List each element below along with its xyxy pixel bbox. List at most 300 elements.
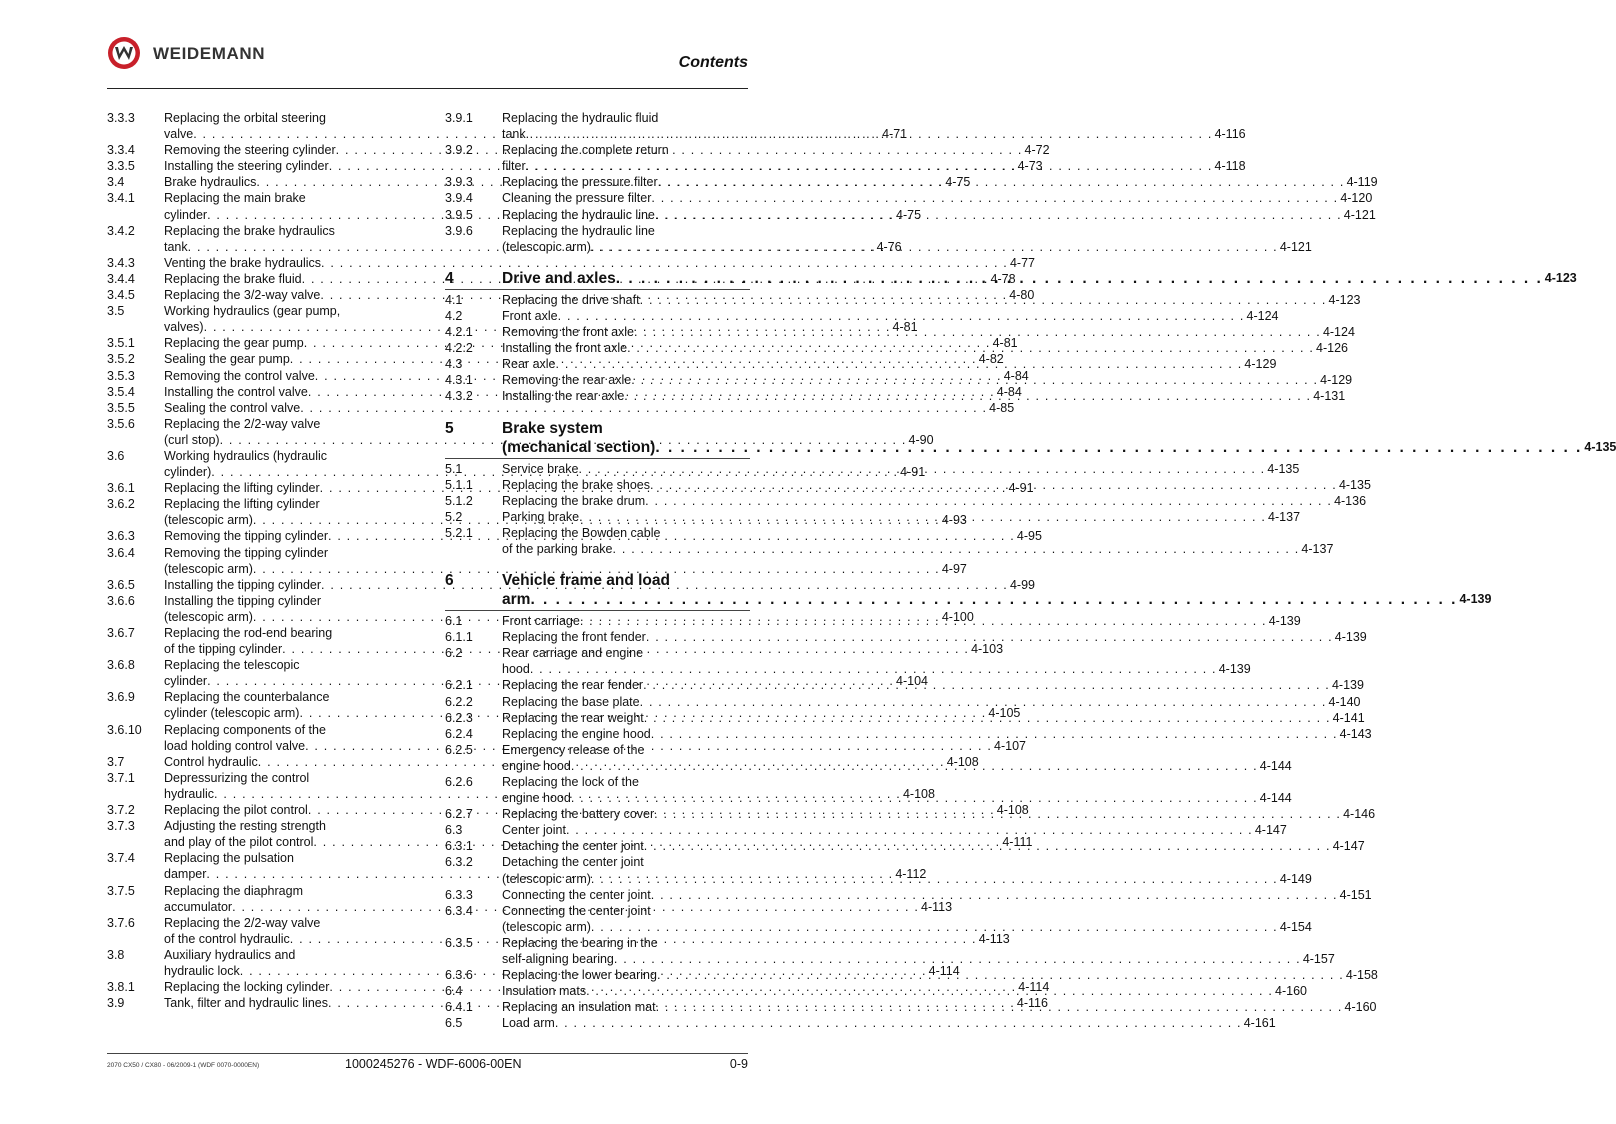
toc-entry-number: 6.1	[445, 614, 463, 629]
toc-entry-title-line: Working hydraulics (hydraulic	[164, 448, 328, 463]
toc-entry-page: 4-91	[900, 465, 926, 480]
toc-entry-title-line: Replacing the main brake	[164, 191, 306, 206]
toc-entry-title: cylinder	[164, 674, 208, 689]
toc-entry-leader-line	[502, 983, 1307, 999]
toc-entry-number: 4.2.1	[445, 325, 473, 340]
toc-entry-title: valves)	[164, 320, 204, 335]
toc-entry-page: 4-154	[1279, 919, 1312, 934]
toc-entry-title-line: Replacing the Bowden cable	[502, 525, 661, 540]
toc-entry-title: (mechanical section)	[502, 438, 656, 456]
toc-entry-title: Insulation mats	[502, 984, 587, 999]
toc-entry[interactable]	[445, 887, 1372, 903]
toc-entry-number: 3.7.6	[107, 915, 135, 930]
toc-entry-number: 3.9.5	[445, 207, 473, 222]
toc-entry-title: cylinder	[164, 207, 208, 222]
toc-entry-leader-line	[502, 661, 1251, 677]
toc-entry-title: Replacing the hydraulic line	[502, 207, 655, 222]
toc-entry-page: 4-116	[1016, 996, 1048, 1011]
toc-entry-title: Replacing the lifting cylinder	[164, 481, 320, 496]
toc-entry-title-line: Replacing the bearing in the	[502, 935, 658, 950]
toc-entry-title: Removing the control valve	[164, 368, 315, 383]
toc-entry-page: 4-123	[1544, 270, 1577, 285]
toc-entry-title-line: Replacing the 2/2-way valve	[164, 915, 321, 930]
toc-entry-leader-line	[502, 999, 1376, 1015]
toc-entry-title: Detaching the center joint	[502, 839, 644, 854]
toc-entry-number: 6.5	[445, 1016, 463, 1031]
toc-entry-leader-line	[502, 509, 1300, 525]
toc-entry-body	[502, 190, 1372, 206]
toc-entry[interactable]	[445, 190, 1373, 206]
toc-entry-title: engine hood	[502, 791, 571, 806]
toc-entry-title-line: Replacing the rod-end bearing	[164, 626, 333, 640]
toc-entry-title: Front axle	[502, 308, 558, 323]
toc-entry[interactable]	[445, 493, 1367, 509]
toc-entry-title-line: Replacing the 2/2-way valve	[164, 416, 321, 431]
toc-entry-title-line: Replacing the lock of the	[502, 775, 639, 789]
toc-entry-number: 3.6.3	[107, 529, 135, 544]
toc-entry-number: 4.1	[445, 292, 463, 307]
toc-entry-number: 6.2	[445, 646, 463, 661]
toc-entry-page: 4-72	[1024, 143, 1050, 158]
toc-entry-title: damper	[164, 867, 207, 882]
toc-entry-title: Front carriage	[502, 614, 580, 629]
toc-entry-page: 4-160	[1344, 1000, 1377, 1015]
toc-entry-number: 5.2.1	[445, 525, 473, 540]
toc-entry-page: 4-147	[1254, 823, 1287, 838]
toc-entry-title-line: Brake system	[502, 419, 603, 437]
toc-entry[interactable]	[445, 1015, 1276, 1031]
toc-entry-body	[502, 645, 1251, 677]
toc-entry-title: of the control hydraulic	[164, 931, 290, 946]
toc-entry-page: 4-123	[1328, 292, 1361, 307]
toc-entry-title-line: Replacing the complete return	[502, 143, 669, 158]
toc-entry-number: 3.6.5	[107, 577, 135, 592]
toc-entry-title-line: Auxiliary hydraulics and	[164, 947, 296, 962]
toc-entry-number: 3.6.10	[107, 722, 142, 737]
toc-entry-page: 4-84	[996, 384, 1022, 399]
toc-entry-page: 4-135	[1338, 477, 1371, 492]
toc-entry-title: Removing the steering cylinder	[164, 143, 336, 158]
toc-entry-body	[502, 677, 1364, 693]
toc-entry-leader-line	[502, 340, 1348, 356]
toc-entry-number: 3.9.4	[445, 191, 473, 206]
toc-entry-title-line: Replacing the orbital steering	[164, 111, 326, 125]
toc-entry-number: 5.1.1	[445, 477, 473, 492]
toc-entry-page: 4-104	[896, 674, 928, 689]
toc-entry-title: Replacing the engine hood	[502, 726, 651, 741]
dot-leader	[526, 158, 1213, 174]
toc-entry-body	[502, 308, 1279, 324]
toc-entry-title-line: Replacing components of the	[164, 722, 326, 737]
toc-entry-leader-line	[502, 461, 1299, 477]
toc-entry-leader-line	[502, 871, 1312, 887]
toc-entry-body	[502, 613, 1301, 629]
toc-entry-body	[502, 509, 1300, 525]
toc-entry-leader-line	[502, 629, 1367, 645]
dot-leader	[651, 726, 1338, 742]
toc-entry-number: 3.8	[107, 947, 125, 962]
dot-leader	[530, 590, 1457, 609]
toc-entry[interactable]	[445, 726, 1372, 742]
toc-entry-number: 3.3.5	[107, 159, 135, 174]
toc-entry-leader-line	[502, 838, 1365, 854]
toc-entry[interactable]	[107, 255, 1035, 271]
toc-entry-number: 3.5.3	[107, 368, 135, 383]
toc-entry-leader-line	[502, 207, 1376, 223]
toc-entry-number: 3.5.1	[107, 336, 135, 351]
toc-entry-title: Drive and axles	[502, 269, 616, 287]
toc-entry-page: 4-129	[1320, 373, 1353, 388]
toc-entry-body	[502, 887, 1372, 903]
toc-entry-title: Sealing the gear pump	[164, 352, 290, 367]
toc-entry-leader-line	[502, 887, 1372, 903]
toc-entry-number: 3.6.9	[107, 690, 135, 705]
toc-entry-title: Installing the front axle	[502, 341, 628, 356]
dot-leader	[580, 613, 1267, 629]
toc-entry-number: 5.2	[445, 509, 463, 524]
toc-entry-title: arm	[502, 591, 531, 609]
toc-entry-body	[502, 629, 1367, 645]
toc-entry-number: 6.2.7	[445, 807, 473, 822]
dot-leader	[645, 493, 1332, 509]
toc-entry-body	[502, 207, 1376, 223]
toc-entry-page: 4-105	[988, 706, 1021, 721]
toc-entry-page: 4-75	[945, 175, 971, 190]
toc-entry-page: 4-158	[1345, 968, 1378, 983]
toc-entry-leader-line	[502, 356, 1276, 372]
toc-entry-body	[502, 174, 1378, 190]
toc-entry[interactable]	[445, 694, 1361, 710]
toc-entry-number: 3.6	[107, 448, 125, 463]
toc-entry-number: 3.5.2	[107, 352, 135, 367]
toc-entry-page: 4-77	[1009, 255, 1035, 270]
toc-entry-number: 6.3.6	[445, 968, 473, 983]
toc-entry-title: engine hood	[502, 758, 571, 773]
toc-entry-title-line: Removing the tipping cylinder	[164, 545, 328, 560]
toc-entry-leader-line	[502, 239, 1312, 255]
toc-entry-number: 4.2.2	[445, 341, 473, 356]
toc-entry-number: 3.5.5	[107, 400, 135, 415]
toc-entry-page: 4-143	[1339, 726, 1372, 741]
toc-entry-number: 4.3.2	[445, 389, 473, 404]
toc-entry-page: 4-81	[892, 320, 918, 335]
toc-entry-title: (telescopic arm)	[502, 919, 591, 934]
toc-entry-leader-line	[502, 919, 1312, 935]
section-title: Contents	[678, 54, 748, 71]
toc-entry-title: Replacing the pilot control	[164, 803, 308, 818]
toc-entry-body	[502, 525, 1333, 557]
toc-entry-number: 3.7	[107, 754, 125, 769]
toc-entry-number: 3.4	[107, 175, 125, 190]
dot-leader	[613, 541, 1300, 557]
toc-entry-title: cylinder)	[164, 465, 212, 480]
toc-entry-page: 4-149	[1279, 871, 1312, 886]
toc-entry-page: 4-146	[1343, 807, 1376, 822]
dot-leader	[657, 967, 1344, 983]
toc-entry-title: Connecting the center joint	[502, 887, 651, 902]
toc-entry-body	[502, 372, 1352, 388]
toc-entry-page: 4-144	[1259, 791, 1292, 806]
toc-entry-number: 3.4.2	[107, 223, 135, 238]
toc-entry-body	[502, 935, 1335, 967]
toc-entry-number: 4.3	[445, 357, 463, 372]
toc-entry-number: 4.3.1	[445, 373, 473, 388]
toc-entry-number: 3.3.4	[107, 143, 135, 158]
toc-entry-leader-line	[502, 308, 1279, 324]
toc-entry-page: 4-137	[1301, 541, 1334, 556]
toc-entry-number: 6.2.5	[445, 742, 473, 757]
toc-entry-page: 4-160	[1275, 984, 1307, 999]
toc-entry-title-line: Installing the tipping cylinder	[164, 593, 322, 608]
toc-entry-number: 3.5.4	[107, 384, 135, 399]
toc-entry-page: 4-124	[1246, 308, 1279, 323]
toc-entry-title: Installing the steering cylinder	[164, 159, 329, 174]
toc-entry-leader-line	[502, 541, 1333, 557]
toc-entry-page: 4-112	[895, 867, 927, 882]
toc-entry-number: 6.2.4	[445, 726, 473, 741]
toc-entry-number: 3.7.5	[107, 883, 135, 898]
toc-entry-page: 4-135	[1267, 461, 1300, 476]
toc-entry-title-line: Replacing the brake hydraulics	[164, 223, 335, 238]
dot-leader	[658, 174, 1345, 190]
toc-entry-title: (telescopic arm)	[502, 239, 591, 254]
toc-entry-page: 4-139	[1331, 678, 1364, 693]
toc-entry-number: 6.3.5	[445, 935, 473, 950]
toc-entry-body	[502, 854, 1312, 886]
toc-entry-title: of the parking brake	[502, 541, 613, 556]
toc-entry-title: load holding control valve	[164, 738, 306, 753]
toc-entry[interactable]	[445, 822, 1287, 838]
toc-entry-title: hydraulic	[164, 786, 215, 801]
toc-entry-page: 4-141	[1332, 710, 1365, 725]
toc-entry-page: 4-131	[1313, 389, 1346, 404]
toc-entry-leader-line	[502, 710, 1365, 726]
toc-entry-title: Replacing the brake drum	[502, 493, 646, 508]
footer-doc-info: 2070 CX50 / CX80 - 06/2009-1 (WDF 0070-0000EN)	[107, 1062, 260, 1069]
toc-entry-page: 4-140	[1328, 694, 1361, 709]
toc-entry-number: 6.4.1	[445, 1000, 473, 1015]
toc-entry-title-line: Replacing the hydraulic fluid	[502, 111, 659, 125]
dot-leader	[566, 822, 1253, 838]
toc-entry-title: hydraulic lock	[164, 963, 240, 978]
toc-entry-body	[502, 967, 1378, 983]
toc-entry-title: accumulator	[164, 899, 233, 914]
toc-entry-page: 4-78	[990, 271, 1016, 286]
toc-entry-body	[502, 999, 1376, 1015]
dot-leader	[558, 308, 1245, 324]
toc-entry-body	[502, 742, 1292, 774]
toc-entry-number: 3.7.3	[107, 819, 135, 834]
toc-entry-number: 3.6.7	[107, 626, 135, 640]
toc-entry-title: Brake hydraulics	[164, 175, 257, 190]
toc-entry-title: Removing the tipping cylinder	[164, 529, 328, 544]
toc-entry-page: 4-151	[1339, 887, 1372, 902]
toc-entry-page: 4-107	[994, 738, 1026, 753]
toc-entry-leader-line	[502, 269, 1577, 288]
toc-entry-title: Installing the tipping cylinder	[164, 577, 322, 592]
toc-entry-title: Replacing an insulation mat	[502, 1000, 656, 1015]
toc-entry-title: Replacing the battery cover	[502, 807, 655, 822]
dot-leader	[586, 983, 1273, 999]
toc-entry-body	[502, 983, 1307, 999]
toc-entry-title: Replacing the pressure filter	[502, 175, 658, 190]
toc-entry-number: 6.2.1	[445, 678, 473, 693]
toc-entry-leader-line	[502, 694, 1361, 710]
page-header	[0, 0, 794, 95]
toc-entry-title-line: Replacing the lifting cylinder	[164, 497, 320, 512]
toc-entry-number: 6.3.4	[445, 903, 473, 918]
toc-entry-title: Center joint	[502, 823, 566, 838]
dot-leader	[616, 269, 1543, 288]
toc-entry-title-line: Replacing the diaphragm	[164, 883, 303, 898]
toc-entry-title-line: Adjusting the resting strength	[164, 819, 326, 834]
toc-entry-body	[502, 356, 1276, 372]
toc-entry-number: 3.9	[107, 996, 125, 1011]
toc-entry-page: 4-82	[978, 352, 1004, 367]
dot-leader	[644, 838, 1331, 854]
toc-entry-page: 4-139	[1268, 614, 1301, 629]
toc-entry-title: (telescopic arm)	[164, 513, 253, 528]
toc-entry-page: 4-126	[1316, 341, 1348, 356]
toc-entry-body	[502, 419, 1616, 457]
toc-entry-page: 4-114	[1018, 980, 1050, 995]
toc-entry-number: 3.5.6	[107, 416, 135, 431]
toc-entry-title: Removing the front axle	[502, 325, 635, 340]
toc-entry-body	[502, 223, 1312, 255]
toc-entry-leader-line	[502, 1015, 1276, 1031]
toc-entry-title: Replacing the brake shoes	[502, 477, 651, 492]
toc-entry-leader-line	[502, 790, 1292, 806]
toc-entry-body	[502, 110, 1246, 142]
toc-entry-number: 3.5	[107, 304, 125, 319]
toc-entry-title: Sealing the control valve	[164, 400, 301, 415]
toc-entry-title-line: Replacing the pulsation	[164, 851, 294, 866]
toc-entry-page: 4-108	[902, 786, 935, 801]
dot-leader	[651, 887, 1338, 903]
toc-entry-title: Replacing the drive shaft	[502, 292, 640, 307]
toc-entry-title: cylinder (telescopic arm)	[164, 706, 300, 721]
toc-entry-body	[502, 710, 1365, 726]
toc-entry-body	[502, 461, 1299, 477]
toc-entry-page: 4-136	[1334, 493, 1367, 508]
dot-leader	[591, 919, 1278, 935]
toc-entry-page: 4-84	[1003, 368, 1029, 383]
toc-entry-title: self-aligning bearing	[502, 952, 614, 967]
header-rule	[107, 88, 748, 89]
toc-entry-number: 3.6.8	[107, 658, 135, 673]
dot-leader	[655, 438, 1582, 457]
toc-entry-leader-line	[502, 758, 1292, 774]
toc-entry-body	[502, 903, 1312, 935]
toc-entry-title: of the tipping cylinder	[164, 642, 283, 657]
toc-entry-body	[502, 822, 1287, 838]
toc-entry-number: 3.9.3	[445, 175, 473, 190]
toc-entry-body	[502, 806, 1375, 822]
toc-entry-leader-line	[502, 388, 1345, 404]
toc-entry-body	[502, 493, 1366, 509]
toc-entry-number: 3.9.6	[445, 223, 473, 238]
toc-entry-title: Replacing the locking cylinder	[164, 980, 330, 995]
page-number: 0-9	[729, 1057, 748, 1071]
toc-entry-number: 5.1	[445, 461, 463, 476]
toc-entry-number: 3.8.1	[107, 980, 135, 995]
toc-entry-title: Parking brake	[502, 509, 580, 524]
dot-leader	[650, 477, 1337, 493]
toc-entry-page: 4-93	[941, 513, 967, 528]
dot-leader	[571, 758, 1258, 774]
toc-entry-title: Replacing the rear fender	[502, 678, 644, 693]
dot-leader	[555, 1015, 1242, 1031]
toc-entry-page: 4-135	[1584, 439, 1616, 454]
toc-entry-leader-line	[502, 590, 1491, 609]
toc-entry-number: 3.6.6	[107, 593, 135, 608]
toc-entry-title: Replacing the 3/2-way valve	[164, 288, 321, 303]
toc-entry-title: (telescopic arm)	[164, 561, 253, 576]
toc-entry-body	[502, 694, 1361, 710]
toc-entry-page: 4-108	[996, 803, 1029, 818]
toc-entry-title: hood	[502, 662, 530, 677]
toc-entry-page: 4-147	[1332, 839, 1365, 854]
dot-leader	[579, 509, 1266, 525]
toc-entry-page: 4-111	[1002, 835, 1033, 850]
toc-entry-number: 6.2.6	[445, 775, 473, 789]
toc-entry-page: 4-121	[1279, 239, 1312, 254]
toc-entry-number: 5	[445, 419, 454, 437]
toc-entry-title: Replacing the base plate	[502, 694, 640, 709]
toc-entry-page: 4-120	[1340, 191, 1373, 206]
footer-rule	[107, 1053, 748, 1054]
dot-leader	[656, 999, 1343, 1015]
dot-leader	[654, 806, 1341, 822]
dot-leader	[578, 461, 1265, 477]
toc-entry-title-line: Vehicle frame and load	[502, 572, 670, 590]
toc-entry-number: 3.3.3	[107, 111, 135, 125]
toc-entry[interactable]	[107, 400, 1015, 416]
toc-entry-page: 4-137	[1268, 509, 1301, 524]
toc-entry[interactable]	[445, 308, 1279, 324]
toc-entry-title-line: Depressurizing the control	[164, 770, 310, 785]
footer-doc-number: 1000245276 - WDF-6006-00EN	[345, 1057, 522, 1071]
toc-entry-leader-line	[502, 477, 1371, 493]
toc-entry-page: 4-157	[1302, 952, 1335, 967]
toc-entry-number: 3.6.1	[107, 481, 135, 496]
toc-entry-leader-line	[502, 822, 1287, 838]
toc-entry-page: 4-75	[896, 207, 922, 222]
toc-entry-page: 4-121	[1343, 207, 1376, 222]
dot-leader	[591, 871, 1278, 887]
toc-entry-title: (telescopic arm)	[164, 609, 253, 624]
dot-leader	[631, 372, 1318, 388]
toc-entry-body	[502, 726, 1372, 742]
toc-entry-page: 4-118	[1214, 159, 1246, 174]
dot-leader	[634, 324, 1321, 340]
toc-entry-leader-line	[502, 806, 1375, 822]
toc-entry-title: Cleaning the pressure filter	[502, 191, 652, 206]
toc-entry-number: 6.2.3	[445, 710, 473, 725]
toc-entry-number: 3.6.2	[107, 497, 135, 512]
toc-entry-title: Tank, filter and hydraulic lines	[164, 996, 328, 1011]
dot-leader	[627, 340, 1314, 356]
toc-entry-number: 3.9.1	[445, 111, 473, 125]
toc-entry[interactable]	[445, 629, 1367, 645]
toc-entry-number: 3.4.4	[107, 271, 135, 286]
toc-entry-title: Venting the brake hydraulics	[164, 255, 322, 270]
toc-entry-title-line: Replacing the hydraulic line	[502, 223, 655, 238]
toc-entry-leader-line	[502, 324, 1355, 340]
toc-entry-page: 4-139	[1218, 662, 1251, 677]
toc-entry-number: 3.7.1	[107, 770, 135, 785]
toc-entry-number: 6	[445, 572, 454, 590]
